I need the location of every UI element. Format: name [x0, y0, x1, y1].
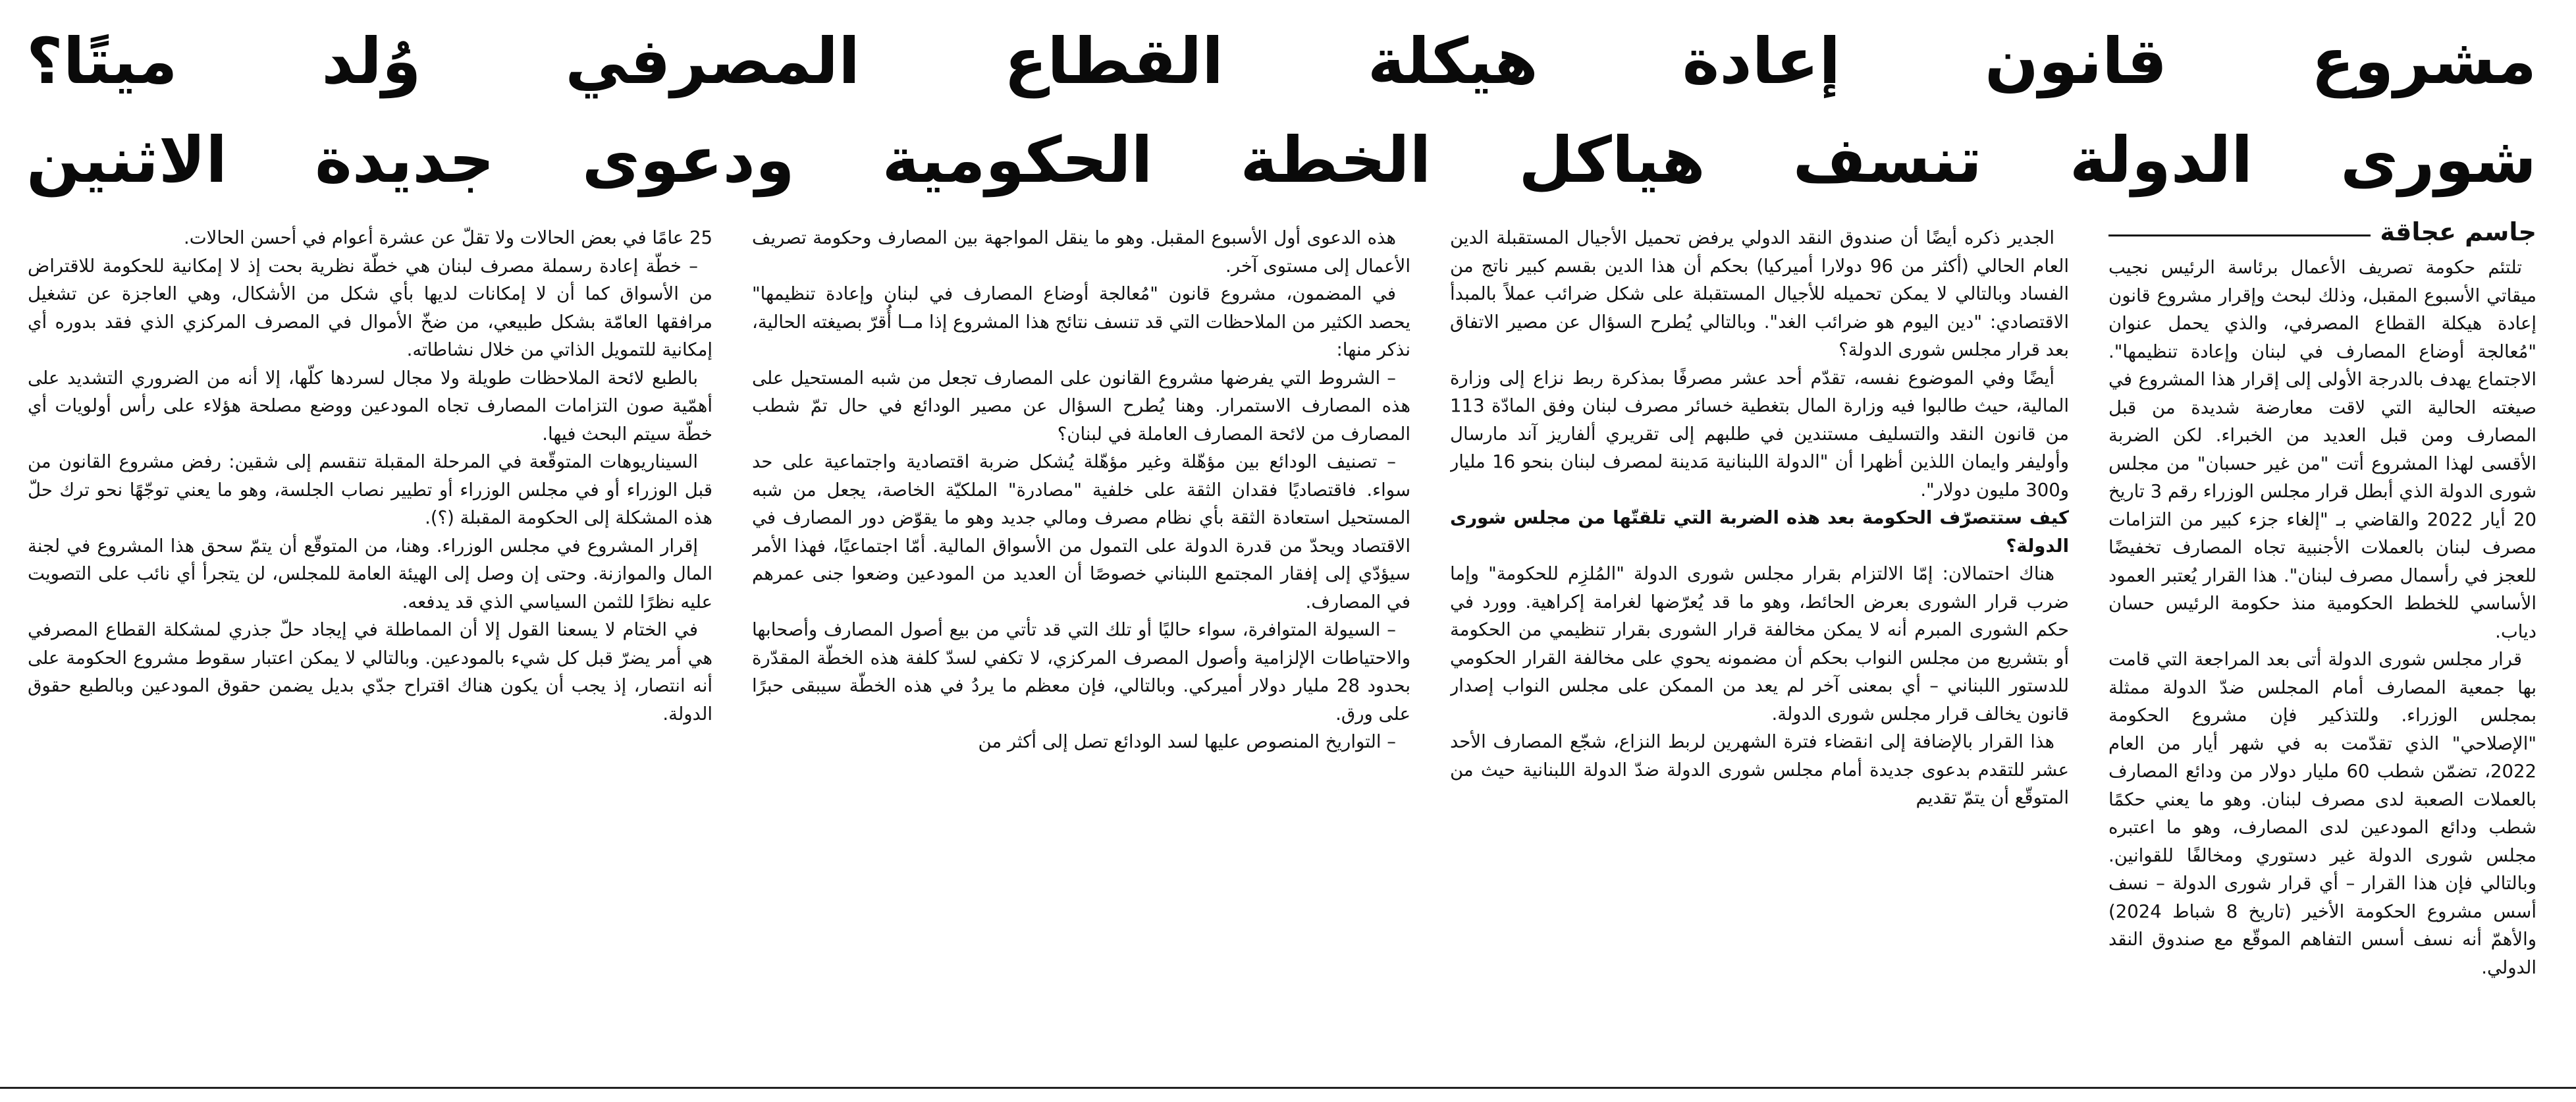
- byline: [2108, 217, 2536, 246]
- headline-line-2: شورى الدولة تنسف هياكل الخطة الحكومية ودعوى جديدة الاثنين: [26, 123, 2536, 197]
- paragraph: الجدير ذكره أيضًا أن صندوق النقد الدولي يرفض تحميل الأجيال المستقبلة الدين العام الحالي (أكثر من 96 دولارا أميركيا) بحكم أن هذا الدين بقسم كبير ناتج من الفساد وبالتالي لا يمكن تحميله للأجيال المستقبلة على شكل ضرائب عملاً بالمبدأ الاقتصادي: "دين اليوم هو ضرائب الغد". وبالتالي يُطرح السؤال عن مصير الاتفاق بعد قرار مجلس شورى الدولة؟: [1450, 227, 2069, 360]
- paragraph: أيضًا وفي الموضوع نفسه، تقدّم أحد عشر مصرفًا بمذكرة ربط نزاع إلى وزارة المالية، حيث طالبوا فيه وزارة المال بتغطية خسائر مصرف لبنان وفق المادّة 113 من قانون النقد والتسليف مستندين في طلبهم إلى تقريري ألفاريز آند مارسال وأوليفر وايمان اللذين أظهرا أن "الدولة اللبنانية مَدينة لمصرف لبنان بنحو 16 مليار و300 مليون دولار".: [1450, 367, 2069, 501]
- article-column-2: [1450, 224, 2069, 1080]
- paragraph: – الشروط التي يفرضها مشروع القانون على المصارف تجعل من شبه المستحيل على هذه المصارف الاستمرار. وهنا يُطرح السؤال عن مصير الودائع في حال تمّ شطب المصارف من لائحة المصارف العاملة في لبنان؟: [752, 367, 1410, 445]
- bottom-rule: [0, 1087, 2576, 1089]
- paragraph: – التواريخ المنصوص عليها لسد الودائع تصل إلى أكثر من: [978, 731, 1396, 752]
- paragraph: هذه الدعوى أول الأسبوع المقبل. وهو ما ينقل المواجهة بين المصارف وحكومة تصريف الأعمال إلى مستوى آخر.: [752, 227, 1410, 277]
- paragraph: السيناريوهات المتوقّعة في المرحلة المقبلة تنقسم إلى شقين: رفض مشروع القانون من قبل الوزراء أو في مجلس الوزراء أو تطيير نصاب الجلسة، وهو ما يعني توجّهًا نحو ترك حلّ هذه المشكلة إلى الحكومة المقبلة (؟).: [28, 451, 712, 528]
- subheading-question: كيف ستتصرّف الحكومة بعد هذه الضربة التي تلقتّها من مجلس شورى الدولة؟: [1450, 507, 2069, 557]
- paragraph: بالطبع لائحة الملاحظات طويلة ولا مجال لسردها كلّها، إلا أنه من الضروري التشديد على أهمّية صون التزامات المصارف تجاه المودعين ووضع مصلحة هؤلاء على رأس أولويات أي خطّة سيتم البحث فيها.: [28, 367, 712, 445]
- paragraph: هذا القرار بالإضافة إلى انقضاء فترة الشهرين لربط النزاع، شجّع المصارف الأحد عشر للتقدم بدعوى جديدة أمام مجلس شورى الدولة ضدّ الدولة اللبنانية حيث من المتوقّع أن يتمّ تقديم: [1450, 731, 2069, 808]
- headline: [26, 12, 2536, 209]
- article-column-4: [28, 224, 712, 1080]
- paragraph: – خطّة إعادة رسملة مصرف لبنان هي خطّة نظرية بحت إذ لا إمكانية للحكومة للاقتراض من الأسواق كما أن لا إمكانات لديها بأي شكل من الأشكال، وهي العاجزة عن تشغيل مرافقها العامّة بشكل طبيعي، من ضخّ الأموال في المصرف المركزي الذي فقد بدوره أي إمكانية للتمويل الذاتي من خلال نشاطاته.: [28, 255, 712, 360]
- headline-line-1: مشروع قانون إعادة هيكلة القطاع المصرفي وُلد ميتًا؟: [26, 24, 2536, 98]
- paragraph: هناك احتمالان: إمّا الالتزام بقرار مجلس شورى الدولة "المُلزِم للحكومة" وإما ضرب قرار الشورى بعرض الحائط، وهو ما قد يُعرّضها لغرامة إكراهية. وورد في حكم الشورى المبرم أنه لا يمكن مخالفة قرار الشورى بقرار تنظيمي من الحكومة أو بتشريع من مجلس النواب بحكم أن مضمونه يحوي على مخالفة القرار الحكومي للدستور اللبناني – أي بمعنى آخر لم يعد من الممكن على مجلس النواب إصدار قانون يخالف قرار مجلس شورى الدولة.: [1450, 563, 2069, 725]
- byline-rule: [2108, 234, 2371, 236]
- article-column-1: [2108, 254, 2536, 1080]
- paragraph: – السيولة المتوافرة، سواء حاليًا أو تلك التي قد تأتي من بيع أصول المصارف وأصحابها والاحتياطات الإلزامية وأصول المصرف المركزي، لا تكفي لسدّ كلفة هذه الخطّة المقدّرة بحدود 28 مليار دولار أميركي. وبالتالي، فإن معظم ما يردُ في هذه الخطّة سيبقى حبرًا على ورق.: [752, 619, 1410, 725]
- paragraph: في الختام لا يسعنا القول إلا أن المماطلة في إيجاد حلّ جذري لمشكلة القطاع المصرفي هي أمر يضرّ قبل كل شيء بالمودعين. وبالتالي لا يمكن اعتبار سقوط مشروع الحكومة على أنه انتصار، إذ يجب أن يكون هناك اقتراح جدّي بديل يضمن حقوق المودعين وبالطبع حقوق الدولة.: [28, 619, 712, 725]
- author-name: جاسم عجاقة: [2380, 217, 2536, 246]
- paragraph: إقرار المشروع في مجلس الوزراء. وهنا، من المتوقّع أن يتمّ سحق هذا المشروع في لجنة المال والموازنة. وحتى إن وصل إلى الهيئة العامة للمجلس، لن يتجرأ أي نائب على التصويت عليه نظرًا للثمن السياسي الذي قد يدفعه.: [28, 535, 712, 613]
- paragraph: قرار مجلس شورى الدولة أتى بعد المراجعة التي قامت بها جمعية المصارف أمام المجلس ضدّ الدولة ممثلة بمجلس الوزراء. وللتذكير فإن مشروع الحكومة "الإصلاحي" الذي تقدّمت به في شهر أيار من العام 2022، تضمّن شطب 60 مليار دولار من ودائع المصارف بالعملات الصعبة لدى مصرف لبنان. وهو ما يعني حكمًا شطب ودائع المودعين لدى المصارف، وهو ما اعتبره مجلس شورى الدولة غير دستوري ومخالفًا للقوانين. وبالتالي فإن هذا القرار – أي قرار شورى الدولة – نسف أسس مشروع الحكومة الأخير (تاريخ 8 شباط 2024) والأهمّ أنه نسف أسس التفاهم الموقّع مع صندوق النقد الدولي.: [2108, 649, 2536, 978]
- article-column-3: [752, 224, 1410, 1080]
- paragraph: – تصنيف الودائع بين مؤهّلة وغير مؤهّلة يُشكل ضربة اقتصادية واجتماعية على حد سواء. فاقتصاديًا فقدان الثقة على خلفية "مصادرة" الملكيّة الخاصة، يجعل من شبه المستحيل استعادة الثقة بأي نظام مصرف ومالي جديد وهو ما يقوّض دور المصارف في الاقتصاد ويحدّ من قدرة الدولة على التمول من الأسواق المالية. أمّا اجتماعيًا، فهذا الأمر سيؤدّي إلى إفقار المجتمع اللبناني خصوصًا أن العديد من المودعين وضعوا جنى عمرهم في المصارف.: [752, 451, 1410, 613]
- paragraph: 25 عامًا في بعض الحالات ولا تقلّ عن عشرة أعوام في أحسن الحالات.: [184, 227, 712, 248]
- paragraph: في المضمون، مشروع قانون "مُعالجة أوضاع المصارف في لبنان وإعادة تنظيمها" يحصد الكثير من الملاحظات التي قد تنسف نتائج هذا المشروع إذا مــا أُقرّ بصيغته الحالية، نذكر منها:: [752, 283, 1410, 360]
- paragraph: تلتئم حكومة تصريف الأعمال برئاسة الرئيس نجيب ميقاتي الأسبوع المقبل، وذلك لبحث وإقرار مشروع قانون إعادة هيكلة القطاع المصرفي، والذي يحمل عنوان "مُعالجة أوضاع المصارف في لبنان وإعادة تنظيمها". الاجتماع يهدف بالدرجة الأولى إلى إقرار هذا المشروع في صيغته الحالية التي لاقت معارضة شديدة من قبل المصارف ومن قبل العديد من الخبراء. لكن الضربة الأقسى لهذا المشروع أتت "من غير حسبان" من مجلس شورى الدولة الذي أبطل قرار مجلس الوزراء رقم 3 تاريخ 20 أيار 2022 والقاضي بـ "إلغاء جزء كبير من التزامات مصرف لبنان بالعملات الأجنبية تجاه المصارف تخفيضًا للعجز في رأسمال مصرف لبنان". هذا القرار يُعتبر العمود الأساسي للخطط الحكومية منذ حكومة الرئيس حسان دياب.: [2108, 257, 2536, 642]
